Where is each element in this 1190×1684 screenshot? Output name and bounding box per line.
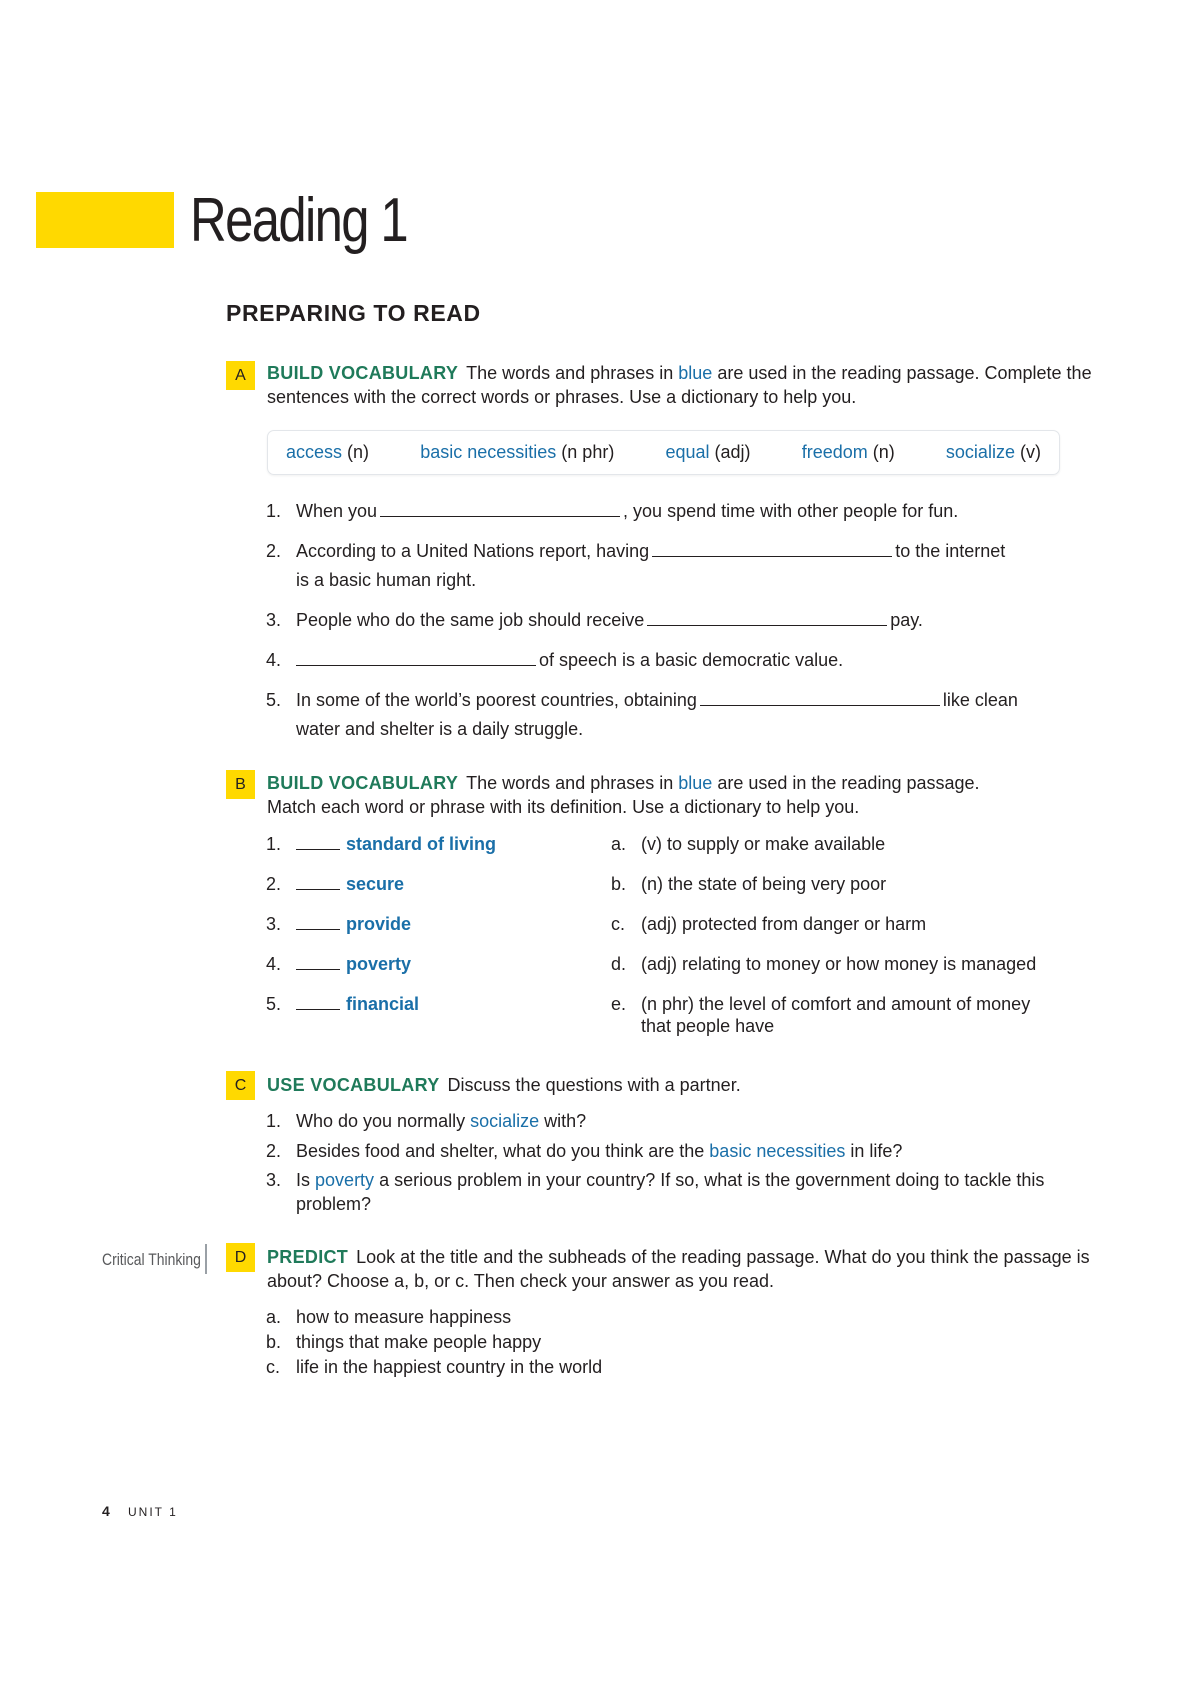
word-bank-item: equal (adj) xyxy=(665,442,751,462)
match-definition: c. (adj) protected from danger or harm xyxy=(611,914,927,934)
sentence-item: 5. In some of the world’s poorest countries, obtaining like clean water and shelter is a daily struggle. xyxy=(266,686,1018,744)
exercise-a-label: BUILD VOCABULARY xyxy=(267,363,459,383)
page-number: 4 xyxy=(102,1503,110,1519)
answer-blank[interactable] xyxy=(296,991,340,1010)
match-term: 1. standard of living xyxy=(266,831,496,855)
match-definition: e. (n phr) the level of comfort and amount of money that people have xyxy=(611,994,1031,1036)
critical-thinking-label: Critical Thinking xyxy=(102,1250,201,1269)
exercise-a-badge: A xyxy=(226,361,255,390)
answer-blank[interactable] xyxy=(647,607,887,626)
answer-blank[interactable] xyxy=(296,647,536,666)
exercise-c-badge: C xyxy=(226,1071,255,1100)
word-bank-item: basic necessities (n phr) xyxy=(420,442,615,462)
exercise-c-label: USE VOCABULARY xyxy=(267,1075,440,1095)
instruction-blue-word: blue xyxy=(678,773,713,793)
exercise-d-badge: D xyxy=(226,1243,255,1272)
word-bank-item: freedom (n) xyxy=(801,442,895,462)
sentence-item: 1. When you , you spend time with other people for fun. xyxy=(266,497,958,526)
title-accent-block xyxy=(36,192,174,248)
exercise-d-label: PREDICT xyxy=(267,1247,349,1267)
exercise-c-instruction: USE VOCABULARY Discuss the questions with a partner. xyxy=(267,1075,741,1095)
match-definition: b. (n) the state of being very poor xyxy=(611,874,887,894)
unit-label: UNIT 1 xyxy=(128,1505,178,1519)
discussion-question: 3. Is poverty a serious problem in your country? If so, what is the government doing to tackle this problem? xyxy=(266,1170,1045,1214)
sentence-item: 4. of speech is a basic democratic value. xyxy=(266,646,843,675)
word-bank xyxy=(267,430,1060,475)
instruction-text: are used in the reading passage. Complete the sentences with the correct words or phrases. Use a dictionary to help you. xyxy=(267,363,1092,407)
sentence-item: 3. People who do the same job should receive pay. xyxy=(266,606,923,635)
match-term: 4. poverty xyxy=(266,951,411,975)
answer-blank[interactable] xyxy=(652,538,892,557)
match-term: 5. financial xyxy=(266,991,419,1015)
discussion-question: 2. Besides food and shelter, what do you think are the basic necessities in life? xyxy=(266,1141,903,1161)
instruction-text: The words and phrases in xyxy=(466,363,674,383)
word-bank-item: access (n) xyxy=(286,442,370,462)
answer-blank[interactable] xyxy=(296,871,340,890)
exercise-b-label: BUILD VOCABULARY xyxy=(267,773,459,793)
side-label-divider xyxy=(205,1244,207,1274)
answer-blank[interactable] xyxy=(700,687,940,706)
match-term: 2. secure xyxy=(266,871,404,895)
exercise-b-badge: B xyxy=(226,770,255,799)
exercise-d-instruction: PREDICT Look at the title and the subheads of the reading passage. What do you think the passage is about? Choose a, b, or c. Then check your answer as you read. xyxy=(267,1247,1090,1291)
word-bank-item: socialize (v) xyxy=(945,442,1041,462)
answer-blank[interactable] xyxy=(296,831,340,850)
match-definition: d. (adj) relating to money or how money is managed xyxy=(611,954,1037,974)
prediction-option: a. how to measure happiness xyxy=(266,1307,512,1327)
page-title: Reading 1 xyxy=(190,186,408,255)
instruction-blue-word: blue xyxy=(678,363,713,383)
match-definition: a. (v) to supply or make available xyxy=(611,834,886,854)
prediction-option: b. things that make people happy xyxy=(266,1332,542,1352)
exercise-b-instruction: BUILD VOCABULARY The words and phrases in blue are used in the reading passage. Match each word or phrase with its definition. Use a dictionary to help you. xyxy=(267,773,980,817)
sentence-item: 2. According to a United Nations report, having to the internet is a basic human right. xyxy=(266,537,1005,595)
prediction-option: c. life in the happiest country in the world xyxy=(266,1357,603,1377)
exercise-a-instruction xyxy=(267,361,1097,409)
match-term: 3. provide xyxy=(266,911,411,935)
section-heading: PREPARING TO READ xyxy=(226,300,481,326)
answer-blank[interactable] xyxy=(296,911,340,930)
answer-blank[interactable] xyxy=(380,498,620,517)
discussion-question: 1. Who do you normally socialize with? xyxy=(266,1111,587,1131)
answer-blank[interactable] xyxy=(296,951,340,970)
